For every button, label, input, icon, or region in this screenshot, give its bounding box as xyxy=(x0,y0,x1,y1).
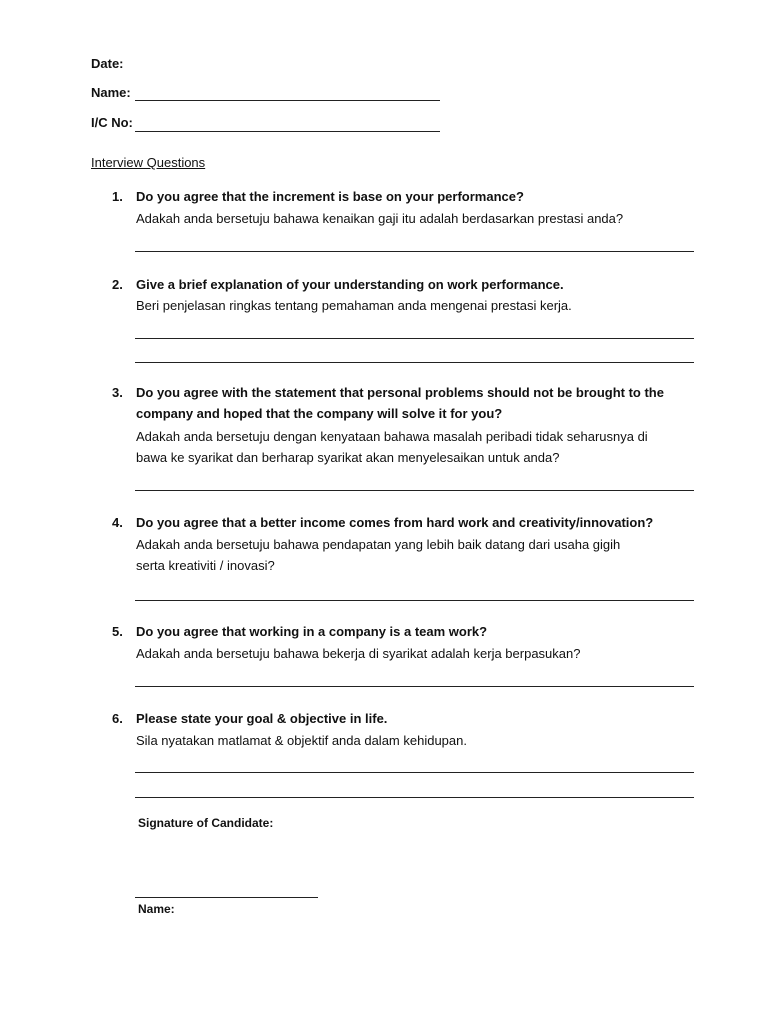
answer-line[interactable] xyxy=(135,490,694,491)
ic-number-label: I/C No: xyxy=(91,115,133,130)
answer-line[interactable] xyxy=(135,251,694,252)
question-malay: Beri penjelasan ringkas tentang pemahaman anda mengenai prestasi kerja. xyxy=(136,298,572,313)
question-malay: Adakah anda bersetuju dengan kenyataan bahawa masalah peribadi tidak seharusnya di bawa ke syarikat dan berharap syarikat akan menyelesaikan untuk anda? xyxy=(136,429,648,465)
signature-line[interactable] xyxy=(135,897,318,898)
answer-line[interactable] xyxy=(135,362,694,363)
question-number: 4. xyxy=(112,515,123,530)
section-title: Interview Questions xyxy=(91,155,206,170)
answer-line[interactable] xyxy=(135,338,694,339)
question-malay: Adakah anda bersetuju bahawa kenaikan gaji itu adalah berdasarkan prestasi anda? xyxy=(136,211,624,226)
ic-number-input-line[interactable] xyxy=(135,131,440,132)
question-malay: Adakah anda bersetuju bahawa pendapatan yang lebih baik datang dari usaha gigih serta kreativiti / inovasi? xyxy=(136,537,621,573)
question-malay: Adakah anda bersetuju bahawa bekerja di syarikat adalah kerja berpasukan? xyxy=(136,646,581,661)
question-english: Do you agree that working in a company is a team work? xyxy=(136,624,488,639)
question-malay: Sila nyatakan matlamat & objektif anda dalam kehidupan. xyxy=(136,733,467,748)
name-label: Name: xyxy=(91,85,131,100)
name-input-line[interactable] xyxy=(135,100,440,101)
question-english: Do you agree that the increment is base on your performance? xyxy=(136,189,524,204)
signature-name-label: Name: xyxy=(138,902,175,916)
question-number: 6. xyxy=(112,711,123,726)
question-number: 3. xyxy=(112,385,123,400)
question-number: 5. xyxy=(112,624,123,639)
question-number: 1. xyxy=(112,189,123,204)
answer-line[interactable] xyxy=(135,600,694,601)
signature-label: Signature of Candidate: xyxy=(138,816,274,830)
answer-line[interactable] xyxy=(135,797,694,798)
answer-line[interactable] xyxy=(135,772,694,773)
question-english: Give a brief explanation of your understanding on work performance. xyxy=(136,277,564,292)
question-english: Please state your goal & objective in life. xyxy=(136,711,388,726)
question-english: Do you agree that a better income comes from hard work and creativity/innovation? xyxy=(136,515,654,530)
question-english: Do you agree with the statement that personal problems should not be brought to the company and hoped that the company will solve it for you? xyxy=(136,385,664,421)
question-number: 2. xyxy=(112,277,123,292)
answer-line[interactable] xyxy=(135,686,694,687)
date-label: Date: xyxy=(91,56,124,71)
